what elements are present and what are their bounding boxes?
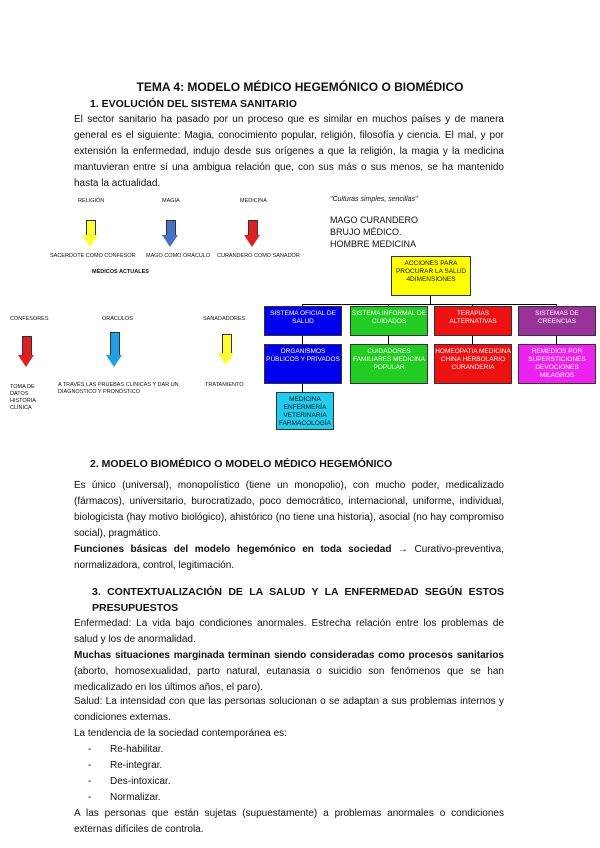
culture-line: HOMBRE MEDICINA xyxy=(330,239,417,249)
section1-paragraph: El sector sanitario ha pasado por un proceso que es similar en muchos países y de manera general es el siguiente: Magia, conocimiento popular, religión, filosofía y ciencia. El mal, y por extensión la enfermedad, indujo desde sus orígenes a que la religión, la magia y la medicina mantuvieran entre sí una ambigua relación que, con sus más o sus menos, se ha mantenido hasta la actualidad. xyxy=(74,114,504,189)
connector xyxy=(472,336,473,344)
connector xyxy=(302,336,303,344)
label-confesores: CONFESORES xyxy=(10,316,49,322)
connector xyxy=(430,296,431,304)
section2-heading: 2. MODELO BIOMÉDICO O MODELO MÉDICO HEGEMÓNICO xyxy=(90,458,393,470)
result-historia-clinica: TOMA DE DATOS HISTORIA CLÍNICA xyxy=(10,384,36,411)
label-religion: RELIGIÓN xyxy=(78,198,105,204)
section1-heading: 1. EVOLUCIÓN DEL SISTEMA SANITARIO xyxy=(90,98,297,110)
subbox-remedios: REMEDIOS POR SUPERSTICIONES DEVOCIONES MILAGROS xyxy=(518,344,596,384)
tendencia-list xyxy=(88,742,171,806)
section2-paragraph: Es único (universal), monopolístico (tiene un monopolio), con mucho poder, medicalizado (fármacos), universitario, burocratizado, poco democrático, internacional, uniforme, individual, biologicista (hay motivo biológico), ahistórico (no tiene una historia), asocial (no hay compromiso social), pragmático. xyxy=(74,480,504,539)
box-sistema-informal: SISTEMA INFORMAL DE CUIDADOS xyxy=(350,306,428,336)
result-confesor: SACERDOTE COMO CONFESOR xyxy=(50,253,136,259)
section3-salud: Salud: La intensidad con que las personas solucionan o se adaptan a sus problemas internos y condiciones externas. xyxy=(74,696,504,723)
connector xyxy=(302,304,556,305)
box-sistema-oficial: SISTEMA OFICIAL DE SALUD xyxy=(264,306,342,336)
result-tratamiento: TRATAMIENTO xyxy=(205,382,244,388)
section3-closing: A las personas que están sujetas (supuestamente) a problemas anormales o condiciones externas difíciles de controla. xyxy=(74,808,504,835)
list-item: - Re-integrar. xyxy=(88,758,171,774)
arrow-down-icon xyxy=(108,332,120,367)
section3-marginadas xyxy=(74,648,504,696)
connector xyxy=(388,336,389,344)
cultures-caption: "Culturas simples, sencillas" xyxy=(330,196,418,203)
connector xyxy=(556,336,557,344)
section3-heading: 3. CONTEXTUALIZACIÓN DE LA SALUD Y LA ENFERMEDAD SEGÚN ESTOS PRESUPUESTOS xyxy=(92,586,504,614)
arrow-down-icon xyxy=(220,334,232,365)
culture-line: BRUJO MÉDICO. xyxy=(330,227,402,237)
functions-rest: → Curativo-preventiva, normalizadora, control, legitimación. xyxy=(74,544,504,571)
leafbox-medicina: MEDICINA ENFERMERÍA VETERINARIA FARMACOLOGÍA xyxy=(276,392,334,430)
marginadas-rest: (aborto, homosexualidad, parto natural, eutanasia o suicidio son fenómenos que se han medicalizado en los últimos años, el paro). xyxy=(74,666,504,693)
result-diagnostico: A TRAVÉS LAS PRUEBAS CLÍNICAS Y DAR UN DIAGNOSTICO Y PRONÓSTICO xyxy=(58,382,179,395)
cultures-list xyxy=(330,214,418,250)
label-oraculos: ORÁCULOS xyxy=(102,316,133,322)
label-magia: MAGIA xyxy=(162,198,180,204)
box-creencias: SISTEMAS DE CREENCIAS xyxy=(518,306,596,336)
section3-tendencia: La tendencia de la sociedad contemporánea es: xyxy=(74,728,287,739)
arrow-down-icon xyxy=(20,336,32,367)
page-title: TEMA 4: MODELO MÉDICO HEGEMÓNICO O BIOMÉDICO xyxy=(136,80,464,94)
arrow-down-icon xyxy=(164,220,176,247)
connector xyxy=(302,384,303,392)
functions-bold: Funciones básicas del modelo hegemónico en toda sociedad xyxy=(74,544,392,555)
arrow-down-icon xyxy=(246,220,258,247)
subbox-homeopatia: HOMEOPATIA MEDICINA CHINA HERBOLARIO CURANDERIA xyxy=(434,344,512,384)
list-item: - Des-intoxicar. xyxy=(88,774,171,790)
root-box: ACCIONES PARA PROCURAR LA SALUD 4DIMENSIONES xyxy=(391,256,471,296)
list-item: - Re-habilitar. xyxy=(88,742,171,758)
arrow-down-icon xyxy=(84,220,96,247)
culture-line: MAGO CURANDERO xyxy=(330,215,419,225)
label-medicina: MEDICINA xyxy=(240,198,267,204)
section2-functions xyxy=(74,542,504,574)
subbox-cuidadores: CUIDADORES FAMILIARES MEDICINA POPULAR xyxy=(350,344,428,384)
label-sanadores: SANADADORES xyxy=(203,316,246,322)
result-sanador: CURANDERO COMO SANADOR xyxy=(217,253,300,259)
section3-enfermedad: Enfermedad: La vida bajo condiciones anormales. Estrecha relación entre los problemas de salud y los de anormalidad. xyxy=(74,618,504,645)
box-terapias: TERAPIAS ALTERNATIVAS xyxy=(434,306,512,336)
list-item: - Normalizar. xyxy=(88,790,171,806)
marginadas-bold: Muchas situaciones marginada terminan siendo consideradas como procesos sanitarios xyxy=(74,650,504,661)
result-oraculo: MAGO COMO ORÁCULO xyxy=(146,253,211,259)
label-medicos-actuales: MÉDICOS ACTUALES xyxy=(92,269,149,275)
subbox-organismos: ORGANISMOS PÚBLICOS Y PRIVADOS xyxy=(264,344,342,384)
